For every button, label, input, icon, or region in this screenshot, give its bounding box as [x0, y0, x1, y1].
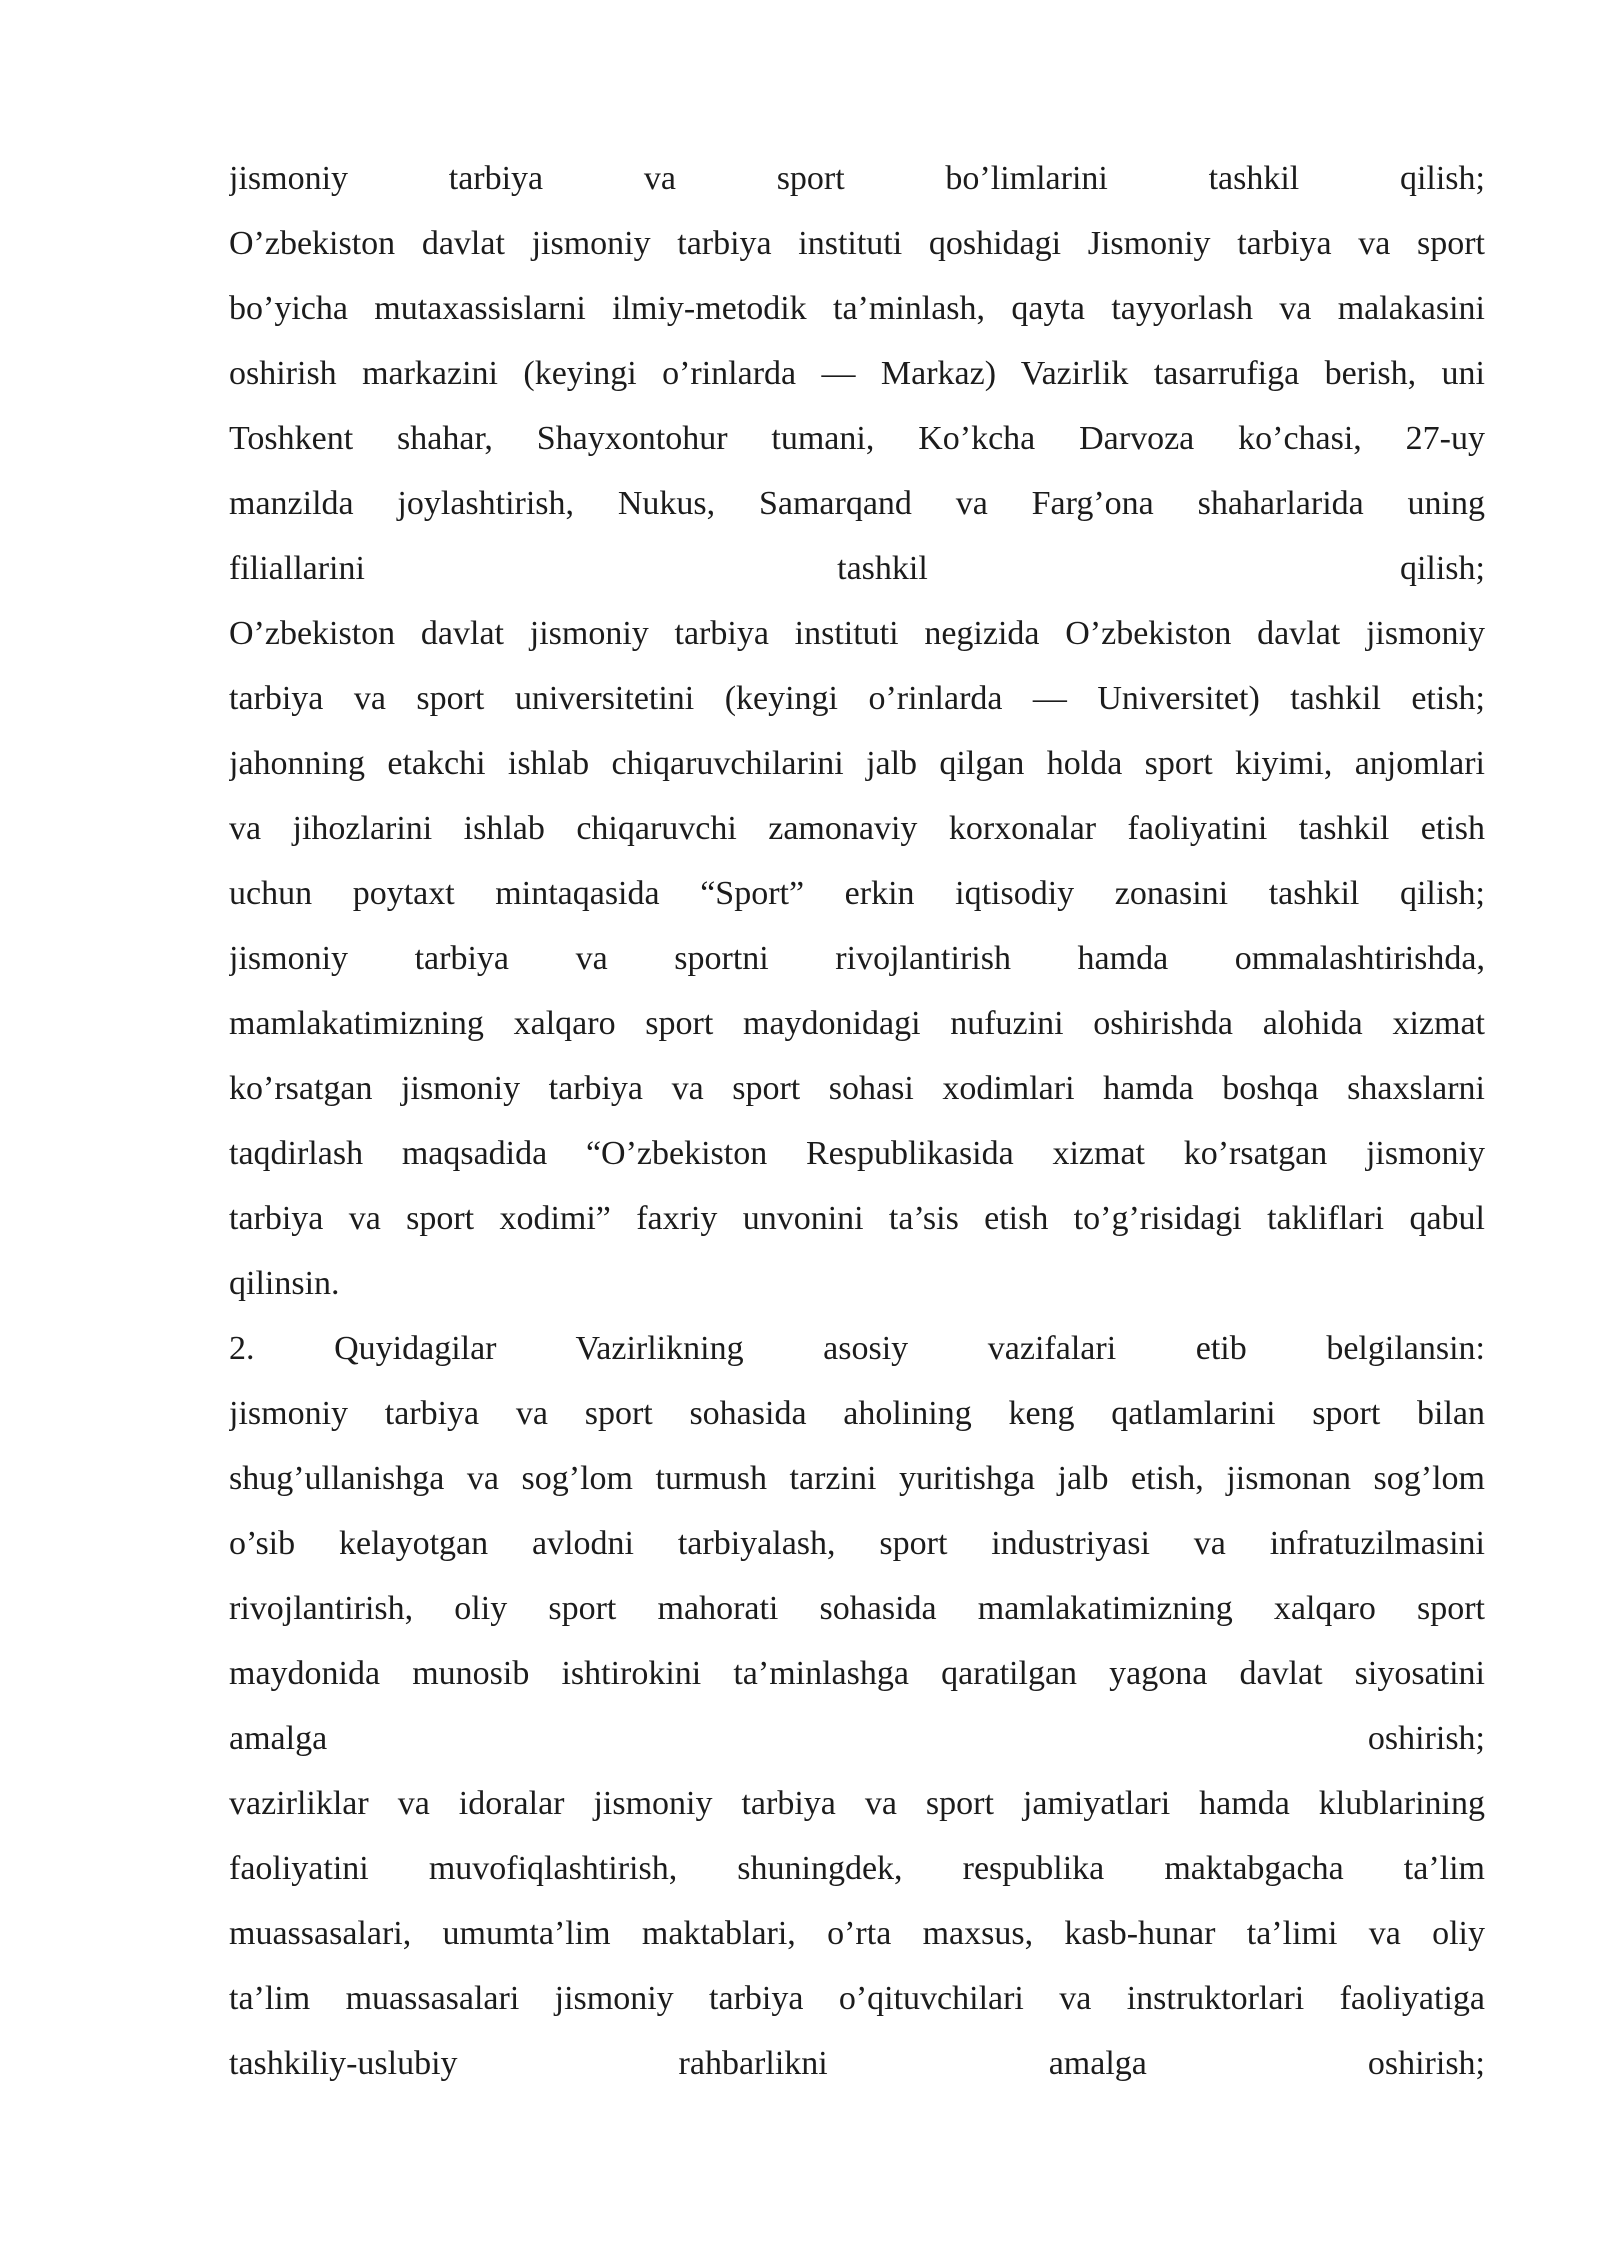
text-line: jismoniy tarbiya va sport bo’limlarini tashkil qilish;: [229, 160, 1485, 197]
text-line: mamlakatimizning xalqaro sport maydonidagi nufuzini oshirishda alohida xizmat: [229, 1005, 1485, 1042]
text-line: tarbiya va sport xodimi” faxriy unvonini ta’sis etish to’g’risidagi takliflari qabul: [229, 1200, 1485, 1237]
text-line: manzilda joylashtirish, Nukus, Samarqand va Farg’ona shaharlarida uning: [229, 485, 1485, 522]
text-line: uchun poytaxt mintaqasida “Sport” erkin iqtisodiy zonasini tashkil qilish;: [229, 875, 1485, 912]
text-line: taqdirlash maqsadida “O’zbekiston Respublikasida xizmat ko’rsatgan jismoniy: [229, 1135, 1485, 1172]
text-line: jismoniy tarbiya va sport sohasida aholining keng qatlamlarini sport bilan: [229, 1395, 1485, 1432]
text-line: muassasalari, umumta’lim maktablari, o’rta maxsus, kasb-hunar ta’limi va oliy: [229, 1915, 1485, 1952]
body-text: [229, 146, 1485, 2096]
text-line: va jihozlarini ishlab chiqaruvchi zamonaviy korxonalar faoliyatini tashkil etish: [229, 810, 1485, 847]
text-line: tarbiya va sport universitetini (keyingi o’rinlarda — Universitet) tashkil etish;: [229, 680, 1485, 717]
text-line: rivojlantirish, oliy sport mahorati sohasida mamlakatimizning xalqaro sport: [229, 1590, 1485, 1627]
text-line: 2. Quyidagilar Vazirlikning asosiy vazifalari etib belgilansin:: [229, 1330, 1485, 1367]
text-line: jismoniy tarbiya va sportni rivojlantirish hamda ommalashtirishda,: [229, 940, 1485, 977]
text-line: bo’yicha mutaxassislarni ilmiy-metodik ta’minlash, qayta tayyorlash va malakasini: [229, 290, 1485, 327]
text-line: Toshkent shahar, Shayxontohur tumani, Ko’kcha Darvoza ko’chasi, 27-uy: [229, 420, 1485, 457]
text-line: tashkiliy-uslubiy rahbarlikni amalga oshirish;: [229, 2045, 1485, 2082]
text-line: shug’ullanishga va sog’lom turmush tarzini yuritishga jalb etish, jismonan sog’lom: [229, 1460, 1485, 1497]
text-line: oshirish markazini (keyingi o’rinlarda — Markaz) Vazirlik tasarrufiga berish, uni: [229, 355, 1485, 392]
text-line: jahonning etakchi ishlab chiqaruvchilarini jalb qilgan holda sport kiyimi, anjomlari: [229, 745, 1485, 782]
text-line: o’sib kelayotgan avlodni tarbiyalash, sport industriyasi va infratuzilmasini: [229, 1525, 1485, 1562]
text-line: amalga oshirish;: [229, 1720, 1485, 1757]
text-line: ko’rsatgan jismoniy tarbiya va sport sohasi xodimlari hamda boshqa shaxslarni: [229, 1070, 1485, 1107]
text-line: O’zbekiston davlat jismoniy tarbiya instituti negizida O’zbekiston davlat jismoniy: [229, 615, 1485, 652]
text-line: faoliyatini muvofiqlashtirish, shuningdek, respublika maktabgacha ta’lim: [229, 1850, 1485, 1887]
text-line: vazirliklar va idoralar jismoniy tarbiya va sport jamiyatlari hamda klublarining: [229, 1785, 1485, 1822]
text-line: filiallarini tashkil qilish;: [229, 550, 1485, 587]
text-line: qilinsin.: [229, 1265, 340, 1302]
text-line: maydonida munosib ishtirokini ta’minlashga qaratilgan yagona davlat siyosatini: [229, 1655, 1485, 1692]
text-line: O’zbekiston davlat jismoniy tarbiya instituti qoshidagi Jismoniy tarbiya va sport: [229, 225, 1485, 262]
text-line: ta’lim muassasalari jismoniy tarbiya o’qituvchilari va instruktorlari faoliyatiga: [229, 1980, 1485, 2017]
